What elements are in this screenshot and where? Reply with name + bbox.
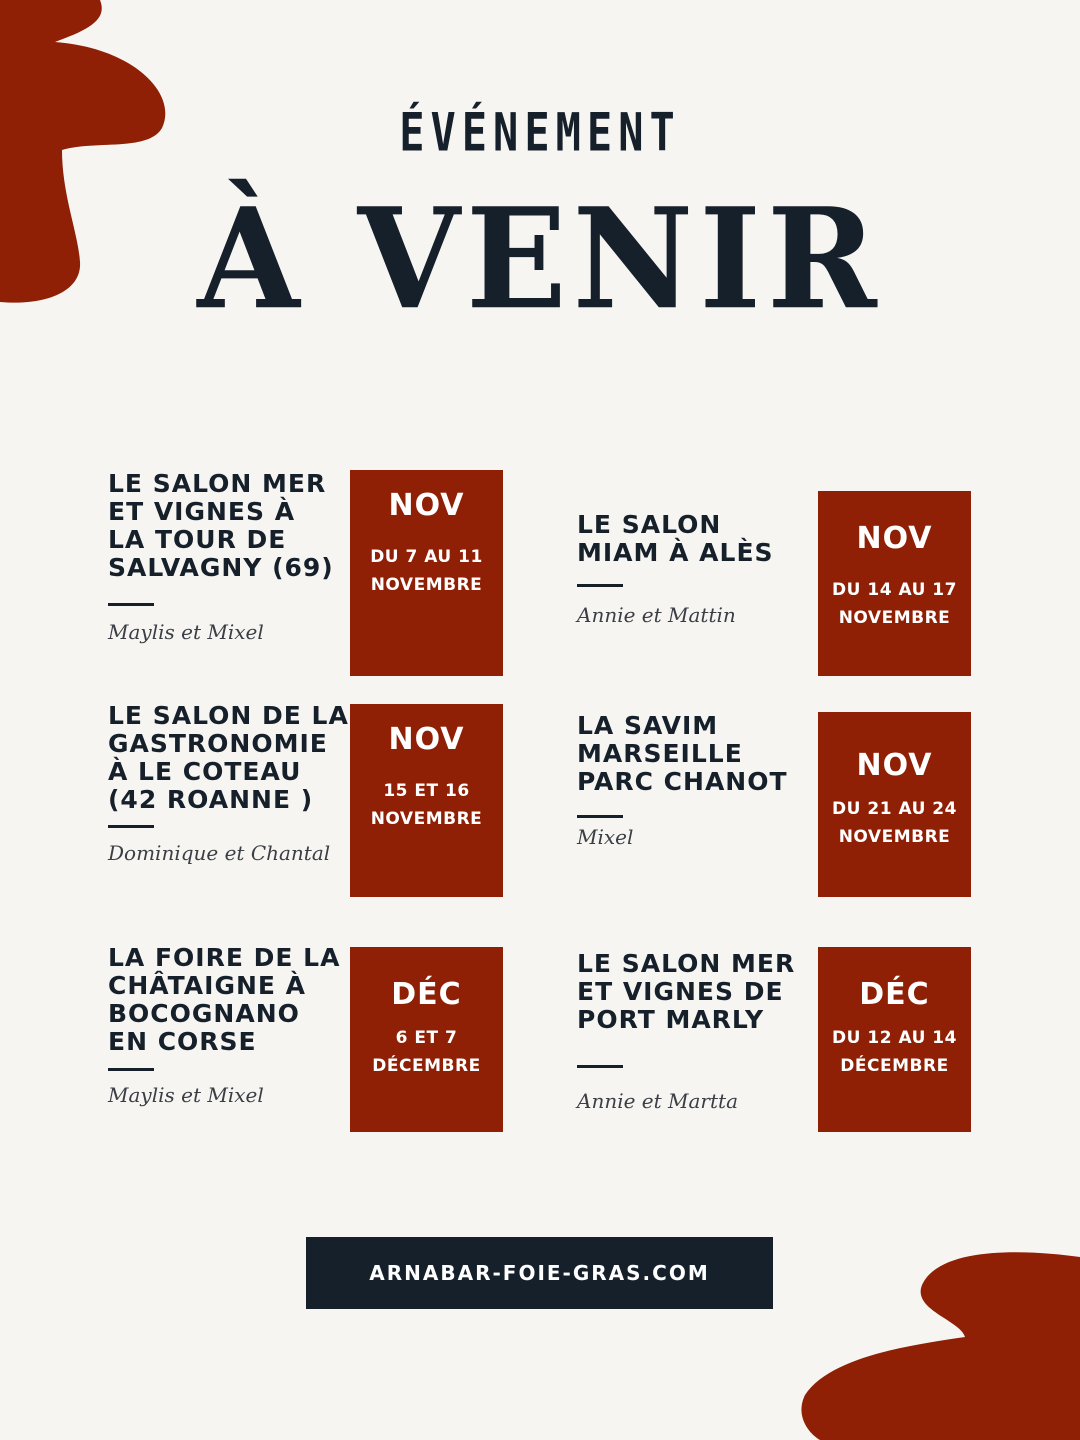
date-range-line: 15 ET 16 bbox=[383, 781, 470, 801]
event-title-line: LA SAVIM bbox=[577, 711, 719, 740]
date-range-line: DÉCEMBRE bbox=[372, 1056, 481, 1076]
event-title bbox=[577, 712, 788, 796]
event-title bbox=[577, 950, 795, 1034]
date-range-line: DU 21 AU 24 bbox=[832, 799, 957, 819]
event-title-line: LE SALON bbox=[577, 510, 722, 539]
date-range-line: NOVEMBRE bbox=[370, 809, 483, 829]
event-people: Dominique et Chantal bbox=[108, 841, 331, 865]
event-title-line: LE SALON MER bbox=[108, 469, 327, 498]
date-month: DÉC bbox=[859, 977, 930, 1012]
event-title-line: À LE COTEAU bbox=[108, 757, 302, 786]
date-range-line: DU 12 AU 14 bbox=[832, 1028, 957, 1048]
date-range-line: DU 7 AU 11 bbox=[370, 547, 483, 567]
event-title bbox=[577, 511, 774, 567]
date-box bbox=[350, 704, 503, 897]
event-title-line: MIAM À ALÈS bbox=[577, 538, 774, 567]
divider bbox=[577, 584, 623, 587]
date-month: NOV bbox=[856, 748, 933, 783]
event-title bbox=[108, 702, 349, 814]
event-title-line: LA FOIRE DE LA bbox=[108, 943, 341, 972]
event-title-line: BOCOGNANO bbox=[108, 999, 300, 1028]
header-kicker: ÉVÉNEMENT bbox=[399, 101, 681, 164]
event-title-line: ET VIGNES À bbox=[108, 497, 296, 526]
event-title-line: MARSEILLE bbox=[577, 739, 743, 768]
event-people: Maylis et Mixel bbox=[108, 620, 264, 644]
date-box bbox=[350, 947, 503, 1132]
divider bbox=[577, 1065, 623, 1068]
decorative-blob-bottom-right bbox=[800, 1245, 1080, 1440]
event-title-line: GASTRONOMIE bbox=[108, 729, 328, 758]
date-range-line: 6 ET 7 bbox=[395, 1028, 458, 1048]
event-title-line: ET VIGNES DE bbox=[577, 977, 784, 1006]
event-title-line: LE SALON MER bbox=[577, 949, 796, 978]
date-range-line: DU 14 AU 17 bbox=[832, 580, 957, 600]
date-month: NOV bbox=[388, 488, 465, 523]
date-box bbox=[350, 470, 503, 676]
date-range-line: NOVEMBRE bbox=[370, 575, 483, 595]
event-title-line: EN CORSE bbox=[108, 1027, 257, 1056]
date-range-line: DÉCEMBRE bbox=[840, 1056, 949, 1076]
event-title-line: LA TOUR DE bbox=[108, 525, 287, 554]
divider bbox=[577, 815, 623, 818]
event-people: Annie et Martta bbox=[577, 1089, 738, 1113]
event-title bbox=[108, 944, 340, 1056]
event-people: Annie et Mattin bbox=[577, 603, 736, 627]
date-box bbox=[818, 491, 971, 676]
divider bbox=[108, 1068, 154, 1071]
event-title-line: PARC CHANOT bbox=[577, 767, 788, 796]
date-range-line: NOVEMBRE bbox=[838, 608, 951, 628]
event-people: Mixel bbox=[577, 825, 634, 849]
divider bbox=[108, 825, 154, 828]
event-title-line: (42 ROANNE ) bbox=[108, 785, 314, 814]
event-title bbox=[108, 470, 334, 582]
divider bbox=[108, 603, 154, 606]
date-month: NOV bbox=[856, 521, 933, 556]
website-link-button[interactable]: ARNABAR-FOIE-GRAS.COM bbox=[306, 1237, 773, 1309]
date-box bbox=[818, 947, 971, 1132]
page-title: À VENIR bbox=[197, 178, 883, 341]
event-title-line: PORT MARLY bbox=[577, 1005, 765, 1034]
event-title-line: LE SALON DE LA bbox=[108, 701, 349, 730]
date-range-line: NOVEMBRE bbox=[838, 827, 951, 847]
event-people: Maylis et Mixel bbox=[108, 1083, 264, 1107]
date-month: DÉC bbox=[391, 977, 462, 1012]
event-title-line: CHÂTAIGNE À bbox=[108, 971, 307, 1000]
date-month: NOV bbox=[388, 722, 465, 757]
event-title-line: SALVAGNY (69) bbox=[108, 553, 334, 582]
date-box bbox=[818, 712, 971, 897]
